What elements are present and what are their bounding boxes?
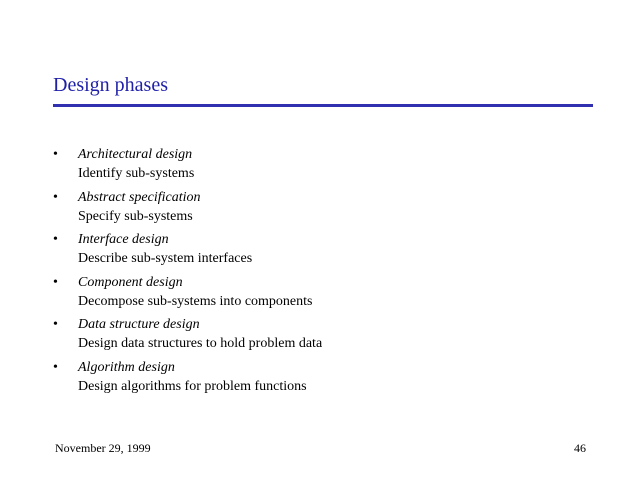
- list-item: [53, 145, 322, 188]
- item-detail: Design data structures to hold problem data: [78, 336, 323, 351]
- title-underline: [53, 104, 593, 107]
- bullet-icon: •: [53, 189, 58, 205]
- item-heading: Architectural design: [78, 147, 193, 162]
- bullet-list: [53, 145, 322, 400]
- item-heading: Abstract specification: [78, 189, 201, 205]
- footer-date: November 29, 1999: [55, 441, 151, 455]
- list-item: [53, 273, 322, 316]
- item-heading: Component design: [78, 274, 183, 290]
- item-detail: Identify sub-systems: [78, 166, 195, 181]
- bullet-icon: •: [53, 274, 58, 290]
- item-heading: Interface design: [78, 232, 169, 247]
- list-item: [53, 315, 322, 358]
- slide-title: Design phases: [53, 74, 168, 96]
- item-detail: Design algorithms for problem functions: [78, 378, 307, 394]
- page-number: 46: [574, 441, 586, 455]
- bullet-icon: •: [53, 359, 58, 375]
- list-item: [53, 188, 322, 231]
- bullet-icon: •: [53, 232, 58, 247]
- bullet-icon: •: [53, 317, 58, 332]
- item-heading: Data structure design: [78, 317, 200, 332]
- list-item: [53, 358, 322, 401]
- item-detail: Describe sub-system interfaces: [78, 251, 253, 266]
- item-detail: Specify sub-systems: [78, 208, 193, 224]
- bullet-icon: •: [53, 147, 58, 162]
- item-detail: Decompose sub-systems into components: [78, 293, 313, 309]
- list-item: [53, 230, 322, 273]
- item-heading: Algorithm design: [78, 359, 175, 375]
